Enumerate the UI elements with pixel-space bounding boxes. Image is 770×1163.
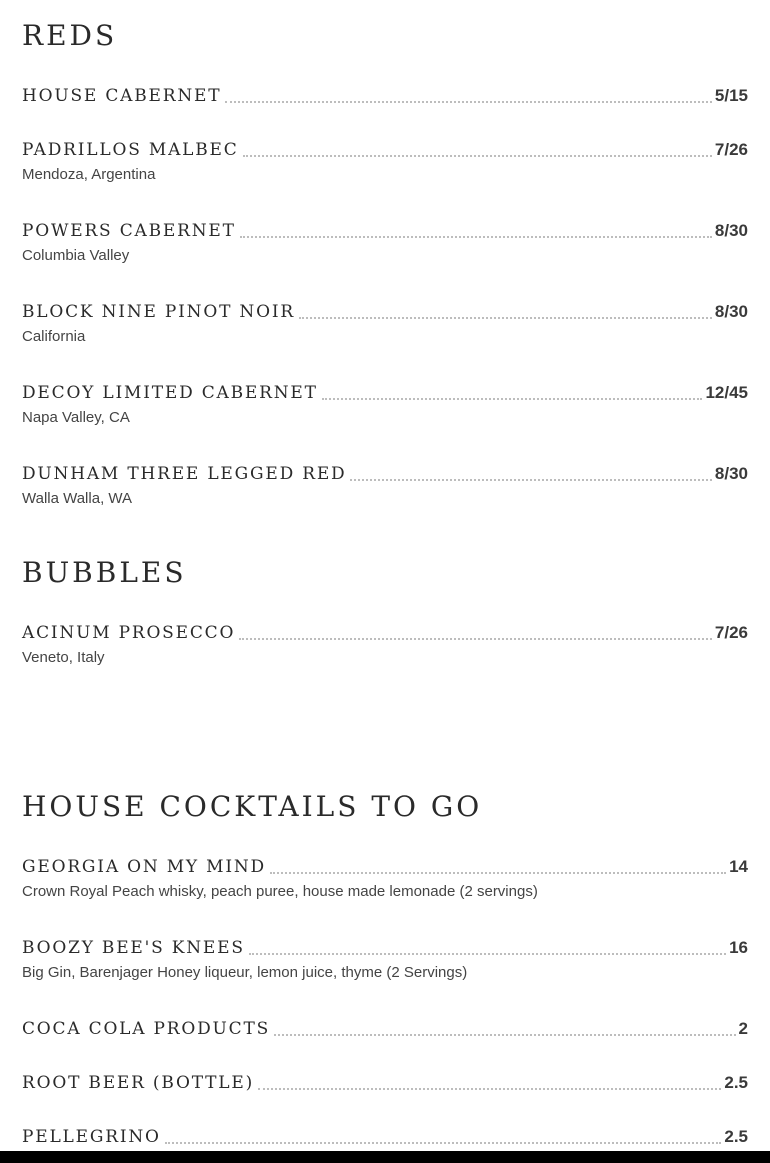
menu-item	[22, 1073, 748, 1093]
menu-item-row	[22, 857, 748, 877]
dot-leader	[322, 398, 703, 400]
dot-leader	[270, 872, 726, 874]
menu-item	[22, 86, 748, 106]
section-title-reds: REDS	[22, 19, 118, 52]
menu-item-row	[22, 302, 748, 322]
menu-item-price: 7/26	[714, 140, 748, 159]
dot-leader	[240, 236, 712, 238]
menu-item-price: 5/15	[714, 86, 748, 105]
menu-item-price: 7/26	[714, 623, 748, 642]
menu-item-name: COCA COLA PRODUCTS	[22, 1019, 271, 1039]
menu-item	[22, 623, 748, 667]
dot-leader	[258, 1088, 721, 1090]
menu-item	[22, 221, 748, 265]
menu-item-description: Crown Royal Peach whisky, peach puree, house made lemonade (2 servings)	[22, 883, 538, 900]
menu-item	[22, 938, 748, 982]
dot-leader	[249, 953, 726, 955]
dot-leader	[350, 479, 711, 481]
menu-item-price: 16	[729, 938, 748, 957]
menu-item-name: PADRILLOS MALBEC	[22, 140, 239, 160]
dot-leader	[225, 101, 712, 103]
menu-item-row	[22, 1019, 748, 1039]
menu-item-row	[22, 623, 748, 643]
menu-item-name: DUNHAM THREE LEGGED RED	[22, 464, 347, 484]
menu-item-row	[22, 1127, 748, 1147]
menu-item-row	[22, 464, 748, 484]
menu-item-price: 8/30	[714, 302, 748, 321]
dot-leader	[243, 155, 712, 157]
menu-item-price: 2.5	[724, 1127, 748, 1146]
menu-item-name: HOUSE CABERNET	[22, 86, 222, 106]
menu-item-row	[22, 938, 748, 958]
section-title-bubbles: BUBBLES	[22, 556, 187, 589]
menu-item-name: BOOZY BEE'S KNEES	[22, 938, 245, 958]
menu-item-row	[22, 140, 748, 160]
menu-item-price: 8/30	[714, 464, 748, 483]
dot-leader	[165, 1142, 722, 1144]
menu-item-name: BLOCK NINE PINOT NOIR	[22, 302, 295, 322]
menu-item-price: 8/30	[714, 221, 748, 240]
menu-item-name: PELLEGRINO	[22, 1127, 161, 1147]
menu-item-name: GEORGIA ON MY MIND	[22, 857, 266, 877]
menu-item-price: 2.5	[724, 1073, 748, 1092]
menu-item-description: Napa Valley, CA	[22, 409, 130, 426]
menu-item-name: ROOT BEER (BOTTLE)	[22, 1073, 255, 1093]
bottom-edge-bar	[0, 1151, 770, 1163]
menu-item	[22, 1019, 748, 1039]
section-title-house-cocktails: HOUSE COCKTAILS TO GO	[22, 790, 483, 823]
menu-item	[22, 140, 748, 184]
menu-item-description: Veneto, Italy	[22, 649, 105, 666]
dot-leader	[239, 638, 712, 640]
menu-item-row	[22, 86, 748, 106]
dot-leader	[274, 1034, 735, 1036]
dot-leader	[299, 317, 712, 319]
menu-item-price: 12/45	[705, 383, 748, 402]
menu-item-price: 14	[729, 857, 748, 876]
menu-item	[22, 1127, 748, 1147]
menu-item-row	[22, 221, 748, 241]
menu-item	[22, 464, 748, 508]
menu-item-name: POWERS CABERNET	[22, 221, 236, 241]
menu-item-description: Big Gin, Barenjager Honey liqueur, lemon juice, thyme (2 Servings)	[22, 964, 468, 981]
menu-item-description: California	[22, 328, 86, 345]
menu-item	[22, 383, 748, 427]
menu-item-description: Walla Walla, WA	[22, 490, 133, 507]
menu-item	[22, 302, 748, 346]
menu-item-name: ACINUM PROSECCO	[22, 623, 236, 643]
menu-item-price: 2	[738, 1019, 748, 1038]
menu-item-description: Mendoza, Argentina	[22, 166, 156, 183]
menu-item-row	[22, 383, 748, 403]
menu-item-row	[22, 1073, 748, 1093]
menu-item-description: Columbia Valley	[22, 247, 130, 264]
menu-item-name: DECOY LIMITED CABERNET	[22, 383, 318, 403]
menu-item	[22, 857, 748, 901]
